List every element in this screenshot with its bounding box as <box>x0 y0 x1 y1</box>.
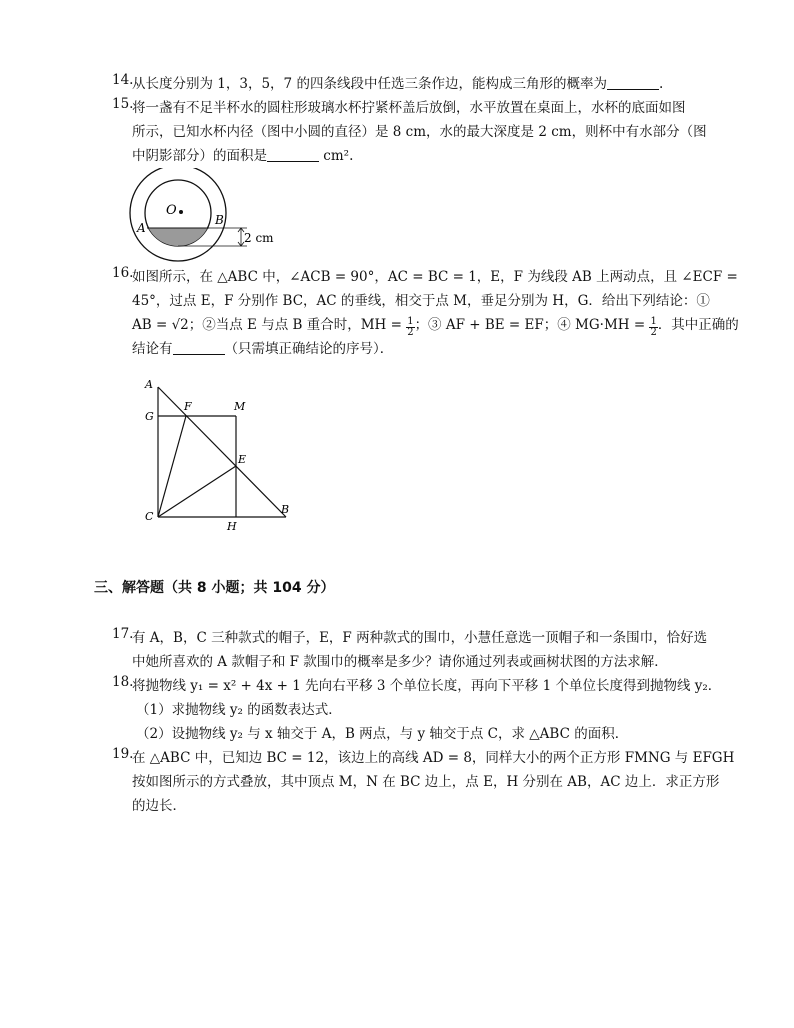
question-text-line: 45°，过点 E，F 分别作 BC，AC 的垂线，相交于点 M，垂足分别为 H，G．给出下列结论：① <box>132 293 710 309</box>
label-B: B <box>215 213 224 227</box>
center-point <box>179 210 183 214</box>
question-text: 从长度分别为 1，3，5，7 的四条线段中任选三条作边，能构成三角形的概率为 <box>132 76 607 92</box>
question-text-line: 中她所喜欢的 A 款帽子和 F 款围巾的概率是多少？请你通过列表或画树状图的方法求解． <box>132 654 668 670</box>
question-text: ．其中正确的 <box>657 317 739 333</box>
label-A: A <box>145 378 153 391</box>
sub-question-2: （2）设抛物线 y₂ 与 x 轴交于 A，B 两点，与 y 轴交于点 C，求 △ABC 的面积． <box>136 726 629 742</box>
question-text: （只需填正确结论的序号）． <box>224 341 394 357</box>
fraction: $\frac{1}{2}$ <box>650 316 657 338</box>
label-M: M <box>234 400 246 413</box>
question-text: 结论有 <box>132 341 173 357</box>
label-B: B <box>281 503 290 516</box>
question-number: 17. <box>112 626 134 642</box>
triangle-figure <box>138 372 308 532</box>
question-number: 14. <box>112 72 134 88</box>
question-number: 15. <box>112 96 134 112</box>
question-text: ；③ AF + BE = EF；④ MG·MH = <box>414 317 650 333</box>
unit-text: cm². <box>323 148 354 164</box>
label-A: A <box>137 221 146 235</box>
question-text-line: 按如图所示的方式叠放，其中顶点 M，N 在 BC 边上，点 E，H 分别在 AB，AC 边上．求正方形 <box>132 774 720 790</box>
question-text-line: 所示，已知水杯内径（图中小圆的直径）是 8 cm，水的最大深度是 2 cm，则杯中有水部分（图 <box>132 124 707 140</box>
section-title: 三、解答题（共 8 小题；共 104 分） <box>94 580 335 596</box>
answer-blank[interactable] <box>173 340 225 355</box>
question-text: AB = √2；②当点 E 与点 B 重合时，MH = <box>132 317 407 333</box>
label-C: C <box>145 510 154 523</box>
label-E: E <box>238 453 247 466</box>
label-G: G <box>145 410 154 423</box>
question-text: 中阴影部分）的面积是 <box>132 148 267 164</box>
question-number: 19. <box>112 746 134 762</box>
label-O: O <box>166 203 177 218</box>
question-text-line: 的边长． <box>132 798 186 814</box>
question-text-line: 将一盏有不足半杯水的圆柱形玻璃水杯拧紧杯盖后放倒，水平放置在桌面上，水杯的底面如图 <box>132 100 686 116</box>
side-AB <box>158 387 286 517</box>
question-number: 18. <box>112 674 134 690</box>
sub-question-1: （1）求抛物线 y₂ 的函数表达式． <box>136 702 342 718</box>
cup-figure <box>125 168 285 268</box>
question-text-line: 在 △ABC 中，已知边 BC = 12，该边上的高线 AD = 8，同样大小的两个正方形 FMNG 与 EFGH <box>132 750 735 766</box>
label-H: H <box>227 520 237 532</box>
question-number: 16. <box>112 265 134 281</box>
fraction: $\frac{1}{2}$ <box>407 316 414 338</box>
question-text-line: 如图所示，在 △ABC 中，∠ACB = 90°，AC = BC = 1，E，F 为线段 AB 上两动点，且 ∠ECF = <box>132 269 738 285</box>
label-depth: 2 cm <box>244 231 274 245</box>
label-F: F <box>184 400 192 413</box>
question-text-end: . <box>658 76 664 92</box>
answer-blank[interactable] <box>267 147 319 162</box>
question-text-line: 将抛物线 y₁ = x² + 4x + 1 先向右平移 3 个单位长度，再向下平移 1 个单位长度得到抛物线 y₂． <box>132 678 722 694</box>
answer-blank[interactable] <box>607 75 659 90</box>
question-text-line: 有 A，B，C 三种款式的帽子，E，F 两种款式的围巾，小慧任意选一顶帽子和一条围巾，恰好选 <box>132 630 708 646</box>
